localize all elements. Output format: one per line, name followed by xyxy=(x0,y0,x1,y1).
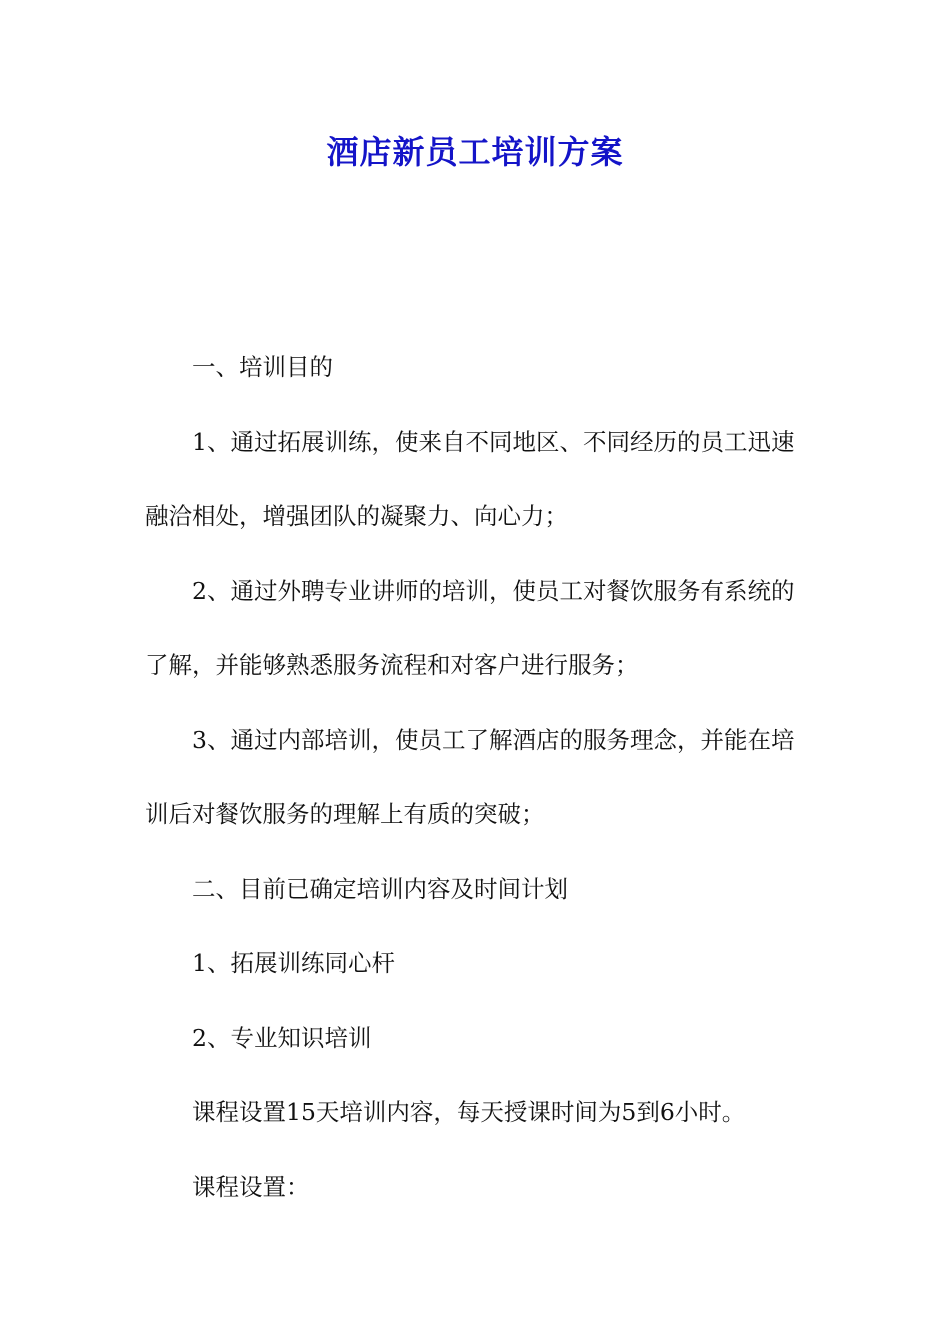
plan-item-2: 2、专业知识培训 xyxy=(192,1023,372,1052)
paragraph-line: 2、通过外聘专业讲师的培训，使员工对餐饮服务有系统的 xyxy=(192,576,795,605)
course-duration-paragraph: 课程设置15天培训内容，每天授课时间为5到6小时。 xyxy=(192,1098,746,1126)
paragraph-line: 了解，并能够熟悉服务流程和对客户进行服务； xyxy=(145,651,639,679)
paragraph-line: 3、通过内部培训，使员工了解酒店的服务理念，并能在培 xyxy=(192,725,795,754)
section-heading-content-plan: 二、目前已确定培训内容及时间计划 xyxy=(192,874,568,903)
course-settings-label: 课程设置： xyxy=(192,1172,310,1201)
paragraph-line: 1、通过拓展训练，使来自不同地区、不同经历的员工迅速 xyxy=(192,427,795,456)
plan-item-1: 1、拓展训练同心杆 xyxy=(192,949,395,977)
purpose-item-1 xyxy=(145,405,810,554)
document-body xyxy=(145,330,810,1224)
document-title: 酒店新员工培训方案 xyxy=(326,133,624,171)
purpose-item-3 xyxy=(145,703,810,852)
paragraph-line: 融洽相处，增强团队的凝聚力、向心力； xyxy=(145,502,568,530)
paragraph-line: 训后对餐饮服务的理解上有质的突破； xyxy=(145,800,545,828)
purpose-item-2 xyxy=(145,554,810,703)
section-heading-purpose: 一、培训目的 xyxy=(192,353,333,381)
